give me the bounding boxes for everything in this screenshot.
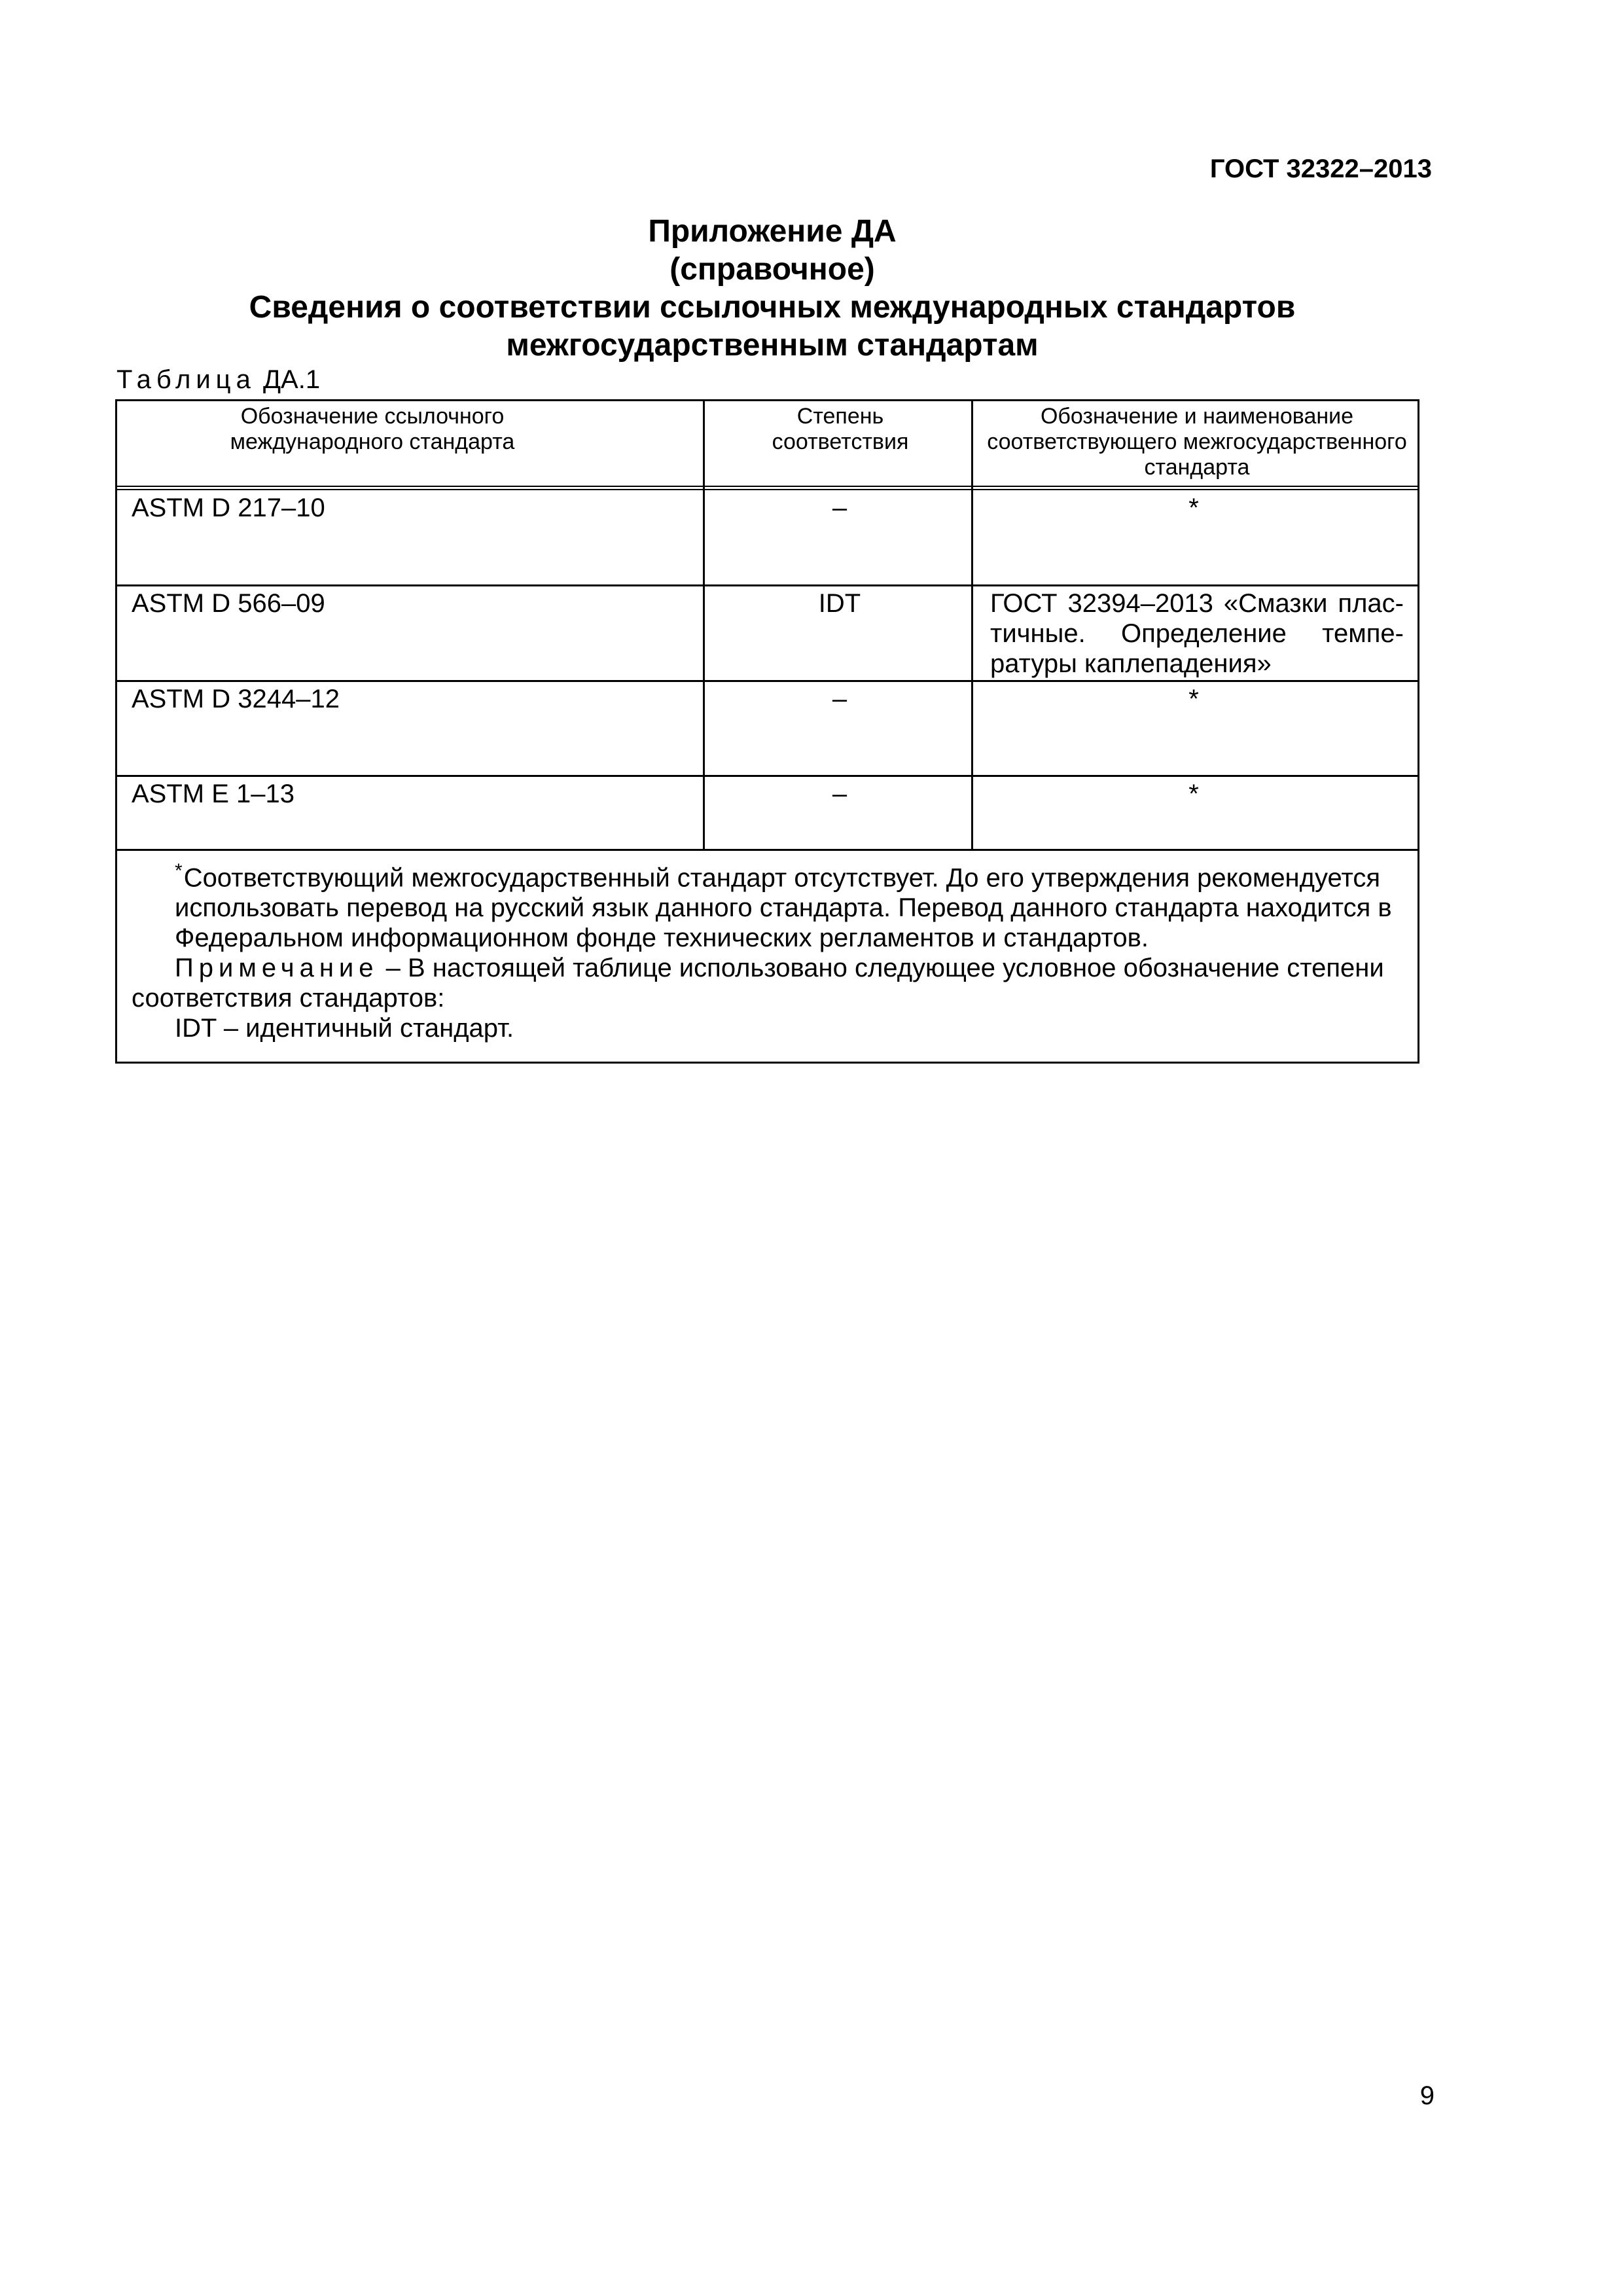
table-row-2-interstate-line: ратуры каплепадения» bbox=[990, 649, 1272, 678]
header-degree: Степень соответствия bbox=[772, 404, 909, 454]
table-row-2-reference: ASTM D 566–09 bbox=[132, 589, 325, 618]
table-row-4-interstate: * bbox=[1188, 780, 1199, 808]
appendix-heading-line1: Сведения о соответствии ссылочных международных стандартов bbox=[249, 290, 1296, 325]
note-paragraph bbox=[132, 953, 1404, 1013]
appendix-title: Приложение ДА bbox=[648, 214, 897, 249]
note-label: Примечание bbox=[175, 954, 379, 983]
standard-code: ГОСТ 32322–2013 bbox=[1209, 154, 1432, 183]
table-caption-number: ДА.1 bbox=[262, 365, 321, 394]
table-footnote bbox=[132, 856, 1404, 1043]
table-row-1-degree: – bbox=[832, 493, 847, 522]
table-row-4-reference: ASTM E 1–13 bbox=[132, 780, 295, 808]
note-text: – В настоящей таблице использовано следующее условное обозначение степени соответствия стандартов: bbox=[132, 954, 1384, 1013]
appendix-heading-line2: межгосударственным стандартам bbox=[506, 328, 1039, 363]
footnote-paragraph bbox=[132, 856, 1404, 953]
table-caption-word: Таблица bbox=[116, 365, 256, 394]
header-divider bbox=[117, 486, 1418, 490]
appendix-status: (справочное) bbox=[669, 252, 875, 287]
page-number: 9 bbox=[1419, 2081, 1435, 2110]
table-row-2-interstate-line: тичные. Определение темпе- bbox=[990, 619, 1404, 648]
table-row-3-reference: ASTM D 3244–12 bbox=[132, 685, 340, 713]
legend-paragraph: IDT – идентичный стандарт. bbox=[175, 1014, 514, 1043]
row-divider bbox=[117, 584, 1418, 586]
correspondence-table bbox=[115, 399, 1419, 1064]
table-row-1-reference: ASTM D 217–10 bbox=[132, 493, 325, 522]
footnote-divider bbox=[117, 849, 1418, 851]
table-row-2-degree: IDT bbox=[818, 589, 861, 618]
row-divider bbox=[117, 775, 1418, 777]
table-row-2-interstate bbox=[974, 588, 1413, 679]
header-reference-standard: Обозначение ссылочного международного стандарта bbox=[230, 404, 515, 454]
table-row-2-interstate-line: ГОСТ 32394–2013 «Смазки плас- bbox=[990, 589, 1404, 618]
table-row-3-degree: – bbox=[832, 685, 847, 713]
footnote-text: Соответствующий межгосударственный стандарт отсутствует. До его утверждения рекомендуется использовать перевод на русский язык данного стандарта. Перевод данного стандарта находится в Федеральном информационном фонде технических регламентов и стандартов. bbox=[175, 863, 1392, 953]
header-interstate-standard: Обозначение и наименование соответствующего межгосударственного стандарта bbox=[987, 404, 1407, 480]
table-row-4-degree: – bbox=[832, 780, 847, 808]
appendix-title-block bbox=[0, 213, 1544, 365]
column-divider bbox=[703, 401, 705, 850]
table-caption bbox=[116, 365, 320, 395]
row-divider bbox=[117, 680, 1418, 682]
table-row-1-interstate: * bbox=[1188, 493, 1199, 522]
footnote-marker: * bbox=[175, 860, 183, 882]
table-row-3-interstate: * bbox=[1188, 685, 1199, 713]
